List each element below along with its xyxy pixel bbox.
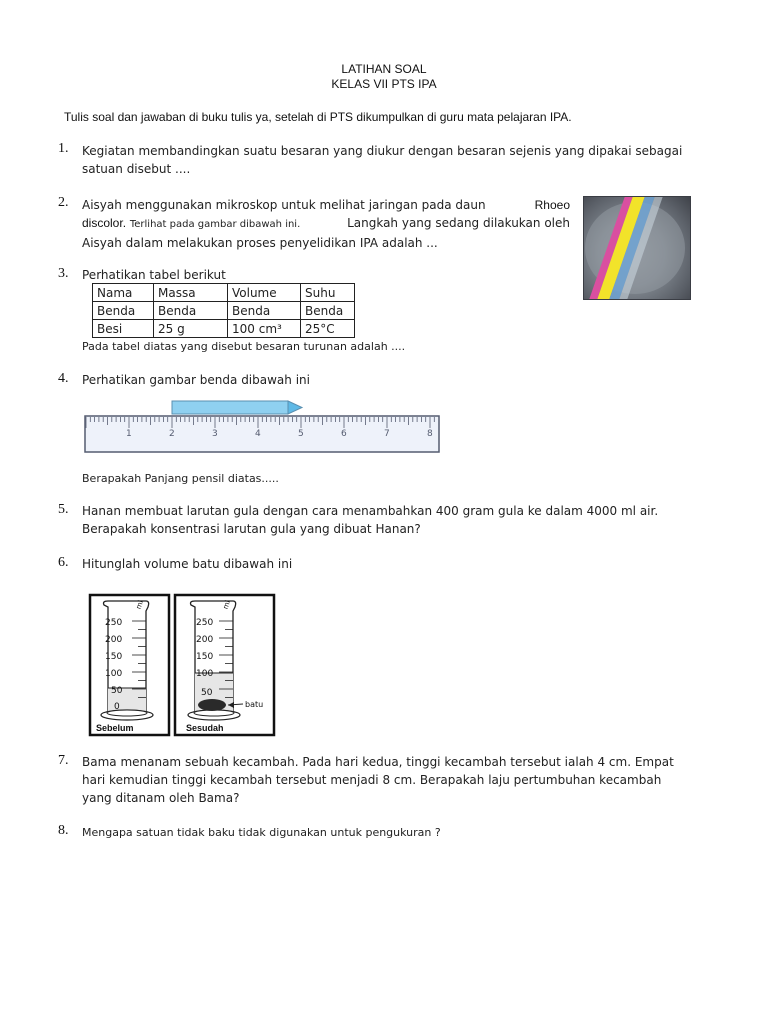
scale-label: 200 [196, 635, 214, 645]
question-number-8: 8. [58, 823, 69, 838]
question-2-species-a: Rhoeo [534, 198, 570, 212]
scale-label: 200 [105, 635, 123, 645]
question-4-intro: Perhatikan gambar benda dibawah ini [82, 373, 310, 387]
table-cell: Benda [228, 302, 301, 320]
table-cell: 25°C [301, 320, 355, 338]
table-cell: 25 g [154, 320, 228, 338]
scale-label: 0 [114, 702, 120, 712]
ruler-figure [82, 396, 446, 458]
question-7-line2: hari kemudian tinggi kecambah tersebut menjadi 8 cm. Berapakah laju pertumbuhan kecambah [82, 773, 662, 787]
question-3-footer: Pada tabel diatas yang disebut besaran turunan adalah .... [82, 340, 406, 353]
question-number-6: 6. [58, 555, 69, 570]
table-row [93, 320, 355, 338]
caption-after: Sesudah [186, 723, 224, 733]
question-2-species-b: discolor. [82, 216, 127, 230]
question-number-3: 3. [58, 266, 69, 281]
table-row [93, 302, 355, 320]
question-2-part-e: Langkah yang sedang dilakukan oleh [347, 216, 570, 230]
scale-label: 100 [105, 669, 123, 679]
question-2-line1 [82, 196, 570, 214]
instruction-text: Tulis soal dan jawaban di buku tulis ya, setelah di PTS dikumpulkan di guru mata pelajaran IPA. [64, 110, 572, 124]
question-2-line2 [82, 214, 570, 234]
microscope-photo [583, 196, 691, 300]
question-2-line3: Aisyah dalam melakukan proses penyelidikan IPA adalah ... [82, 236, 438, 250]
question-number-1: 1. [58, 141, 69, 156]
ruler-label: 6 [341, 429, 347, 439]
ruler-label: 3 [212, 429, 218, 439]
question-number-4: 4. [58, 371, 69, 386]
ruler-label: 2 [169, 429, 175, 439]
stone-shape [198, 699, 226, 711]
ruler-label: 1 [126, 429, 132, 439]
question-number-7: 7. [58, 753, 69, 768]
question-2-part-a: Aisyah menggunakan mikroskop untuk melihat jaringan pada daun [82, 198, 486, 212]
table-cell: Benda [154, 302, 228, 320]
doc-subtitle: KELAS VII PTS IPA [331, 77, 437, 91]
measurement-table [92, 283, 355, 338]
scale-label: 50 [201, 688, 213, 698]
doc-title: LATIHAN SOAL [341, 62, 427, 76]
question-2-part-d: Terlihat pada gambar dibawah ini. [129, 219, 301, 230]
question-7-text [82, 753, 686, 807]
question-number-5: 5. [58, 502, 69, 517]
table-cell: Benda [93, 302, 154, 320]
leaf-tissue-illustration [583, 196, 691, 300]
ruler-label: 7 [384, 429, 390, 439]
question-1-text [82, 142, 686, 178]
scale-label: 50 [111, 686, 123, 696]
table-cell: Benda [301, 302, 355, 320]
question-8-text: Mengapa satuan tidak baku tidak digunakan untuk pengukuran ? [82, 826, 441, 839]
question-1-line2: satuan disebut .... [82, 162, 191, 176]
question-5-line2: Berapakah konsentrasi larutan gula yang dibuat Hanan? [82, 522, 421, 536]
question-3-intro: Perhatikan tabel berikut [82, 268, 226, 282]
unit-label-before: ml [134, 599, 146, 611]
unit-label-after: ml [221, 599, 233, 611]
graduated-cylinders-figure [88, 593, 278, 738]
caption-before: Sebelum [96, 723, 134, 733]
scale-label: 150 [196, 652, 214, 662]
table-cell: Besi [93, 320, 154, 338]
stone-label: batu [245, 700, 264, 709]
table-cell: 100 cm³ [228, 320, 301, 338]
question-4-footer: Berapakah Panjang pensil diatas..... [82, 472, 279, 485]
scale-label: 250 [105, 618, 123, 628]
question-7-line3: yang ditanam oleh Bama? [82, 791, 240, 805]
table-row [93, 284, 355, 302]
question-7-line1: Bama menanam sebuah kecambah. Pada hari kedua, tinggi kecambah tersebut ialah 4 cm. Empat [82, 755, 674, 769]
scale-label: 150 [105, 652, 123, 662]
question-5-line1: Hanan membuat larutan gula dengan cara menambahkan 400 gram gula ke dalam 4000 ml air. [82, 504, 659, 518]
question-2-text [82, 196, 570, 252]
question-5-text [82, 502, 686, 538]
question-1-line1: Kegiatan membandingkan suatu besaran yang diukur dengan besaran sejenis yang dipakai sebagai [82, 144, 683, 158]
ruler-label: 4 [255, 429, 261, 439]
table-cell: Volume [228, 284, 301, 302]
scale-label: 100 [196, 669, 214, 679]
question-6-intro: Hitunglah volume batu dibawah ini [82, 557, 293, 571]
table-cell: Massa [154, 284, 228, 302]
question-number-2: 2. [58, 195, 69, 210]
scale-label: 250 [196, 618, 214, 628]
table-cell: Nama [93, 284, 154, 302]
pencil [172, 401, 302, 414]
ruler-label: 8 [427, 429, 433, 439]
ruler-label: 5 [298, 429, 304, 439]
table-cell: Suhu [301, 284, 355, 302]
